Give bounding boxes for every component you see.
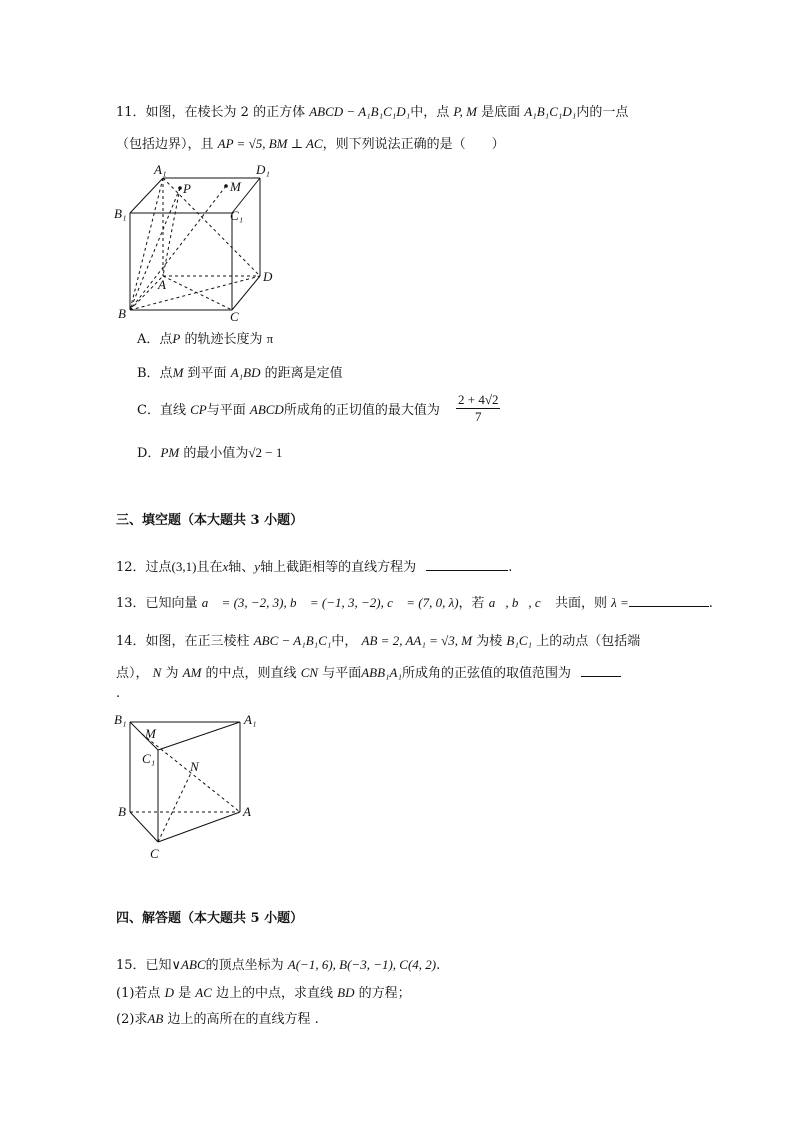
q11-option-b: B．点M 到平面 A₁BD 的距离是定值	[137, 365, 343, 381]
svg-text:C: C	[150, 846, 159, 861]
q13: 13．已知向量 a⃗ = (3, −2, 3), b⃗ = (−1, 3, −2), c⃗ = (7, 0, λ)，若 a⃗, b⃗, c⃗ 共面，则 λ = .	[116, 595, 713, 611]
q14-line3: .	[116, 686, 121, 701]
prism-figure	[108, 708, 268, 864]
q11-option-d: D．PM 的最小值为√2 − 1	[137, 445, 283, 461]
q11-option-c: C．直线 CP与平面 ABCD所成角的正切值的最大值为 $\frac{2 + 4√2}{7}$	[137, 392, 499, 424]
q15-part1: (1)若点 D 是 AC 边上的中点，求直线 BD 的方程；	[116, 985, 411, 1001]
q11-line1: 11．如图，在棱长为 2 的正方体 ABCD − A₁B₁C₁D₁中，点 P, M 是底面 A₁B₁C₁D₁内的一点	[116, 104, 629, 120]
cube-figure	[110, 158, 290, 324]
svg-text:P: P	[183, 181, 191, 196]
section-3-heading: 三、填空题（本大题共 3 小题）	[116, 513, 304, 528]
q14-line1: 14．如图，在正三棱柱 ABC − A₁B₁C₁中， AB = 2, AA₁ = √3, M 为棱 B₁C₁ 上的动点（包括端	[116, 633, 641, 649]
svg-text:C₁: C₁	[230, 208, 244, 223]
svg-text:C: C	[230, 309, 239, 324]
svg-text:C₁: C₁	[142, 751, 156, 766]
svg-text:N: N	[190, 759, 199, 774]
svg-text:A: A	[158, 277, 166, 292]
section-4-heading: 四、解答题（本大题共 5 小题）	[116, 911, 304, 926]
svg-text:D₁: D₁	[256, 162, 270, 177]
svg-text:B: B	[118, 306, 126, 321]
point-p	[178, 186, 182, 190]
q15-stem: 15．已知∨ABC的顶点坐标为 A(−1, 6), B(−3, −1), C(4, 2).	[116, 957, 441, 973]
svg-text:M: M	[145, 726, 156, 741]
svg-text:A₁: A₁	[154, 162, 167, 177]
q14-line2: 点）， N 为 AM 的中点，则直线 CN 与平面ABB₁A₁所成角的正弦值的取值范围为	[116, 662, 621, 681]
svg-text:B₁: B₁	[114, 712, 127, 727]
q12: 12．过点(3,1)且在x轴、y轴上截距相等的直线方程为 .	[116, 559, 513, 575]
point-m	[224, 184, 228, 188]
svg-text:A₁: A₁	[244, 712, 257, 727]
svg-text:B₁: B₁	[114, 206, 127, 221]
q11-line2: （包括边界），且 AP = √5, BM ⊥ AC，则下列说法正确的是（ ）	[116, 136, 505, 152]
svg-text:A: A	[243, 804, 251, 819]
svg-text:D: D	[263, 269, 273, 284]
svg-text:M: M	[230, 179, 241, 194]
q15-part2: (2)求AB 边上的高所在的直线方程 .	[116, 1011, 319, 1027]
q11-option-a: A．点P 的轨迹长度为 π	[137, 331, 274, 347]
svg-text:B: B	[118, 804, 126, 819]
